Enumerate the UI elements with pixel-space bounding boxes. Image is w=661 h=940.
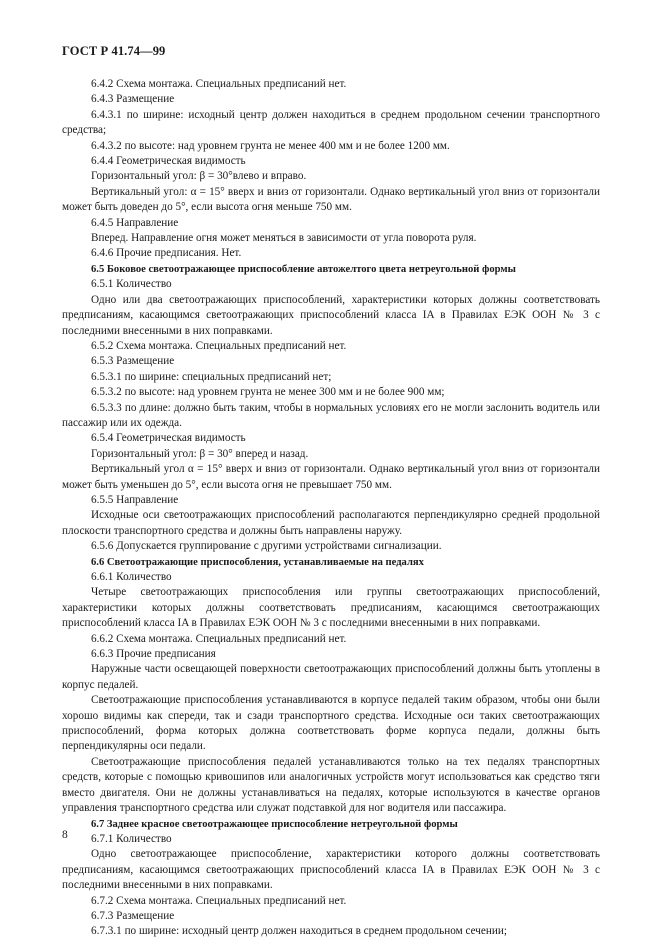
- paragraph: 6.7.2 Схема монтажа. Специальных предписаний нет.: [91, 894, 347, 907]
- paragraph: Четыре светоотражающих приспособления или группы светоотражающих приспособлений, характеристики которых должны соответствовать предписаниям, касающимся светоотражающих приспособлений класса IA в Правилах ЕЭК ООН № 3 с последними внесенными в них поправками.: [62, 586, 600, 630]
- paragraph: 6.7.3 Размещение: [91, 909, 175, 922]
- paragraph: 6.4.3 Размещение: [91, 93, 175, 106]
- paragraph: 6.5.4 Геометрическая видимость: [91, 432, 246, 445]
- paragraph: 6.5.3.1 по ширине: специальных предписаний нет;: [91, 370, 332, 383]
- paragraph: Одно светоотражающее приспособление, характеристики которого должны соответствовать предписаниям, касающимся светоотражающих приспособлений класса IA в Правилах ЕЭК ООН № 3 с последними внесенными в них поправками.: [62, 848, 600, 892]
- paragraph: 6.6.1 Количество: [91, 571, 172, 583]
- paragraph: 6.6.2 Схема монтажа. Специальных предписаний нет.: [91, 632, 347, 645]
- paragraph: 6.5.3.3 по длине: должно быть таким, чтобы в нормальных условиях его не могли заслонить водитель или пассажир или их одежда.: [62, 401, 600, 429]
- paragraph: Горизонтальный угол: β = 30° вперед и назад.: [91, 447, 309, 460]
- paragraph: 6.7.1 Количество: [91, 832, 172, 845]
- paragraph: 6.4.3.2 по высоте: над уровнем грунта не менее 400 мм и не более 1200 мм.: [91, 139, 450, 152]
- section-heading: 6.6 Светоотражающие приспособления, устанавливаемые на педалях: [91, 556, 424, 568]
- document-header: ГОСТ Р 41.74—99: [62, 44, 166, 58]
- paragraph: 6.5.5 Направление: [91, 493, 179, 506]
- paragraph: Исходные оси светоотражающих приспособлений располагаются перпендикулярно средней продольной плоскости транспортного средства и должны быть направлены наружу.: [62, 509, 600, 537]
- paragraph: Наружные части освещающей поверхности светоотражающих приспособлений должны быть утоплены в корпус педалей.: [62, 663, 600, 691]
- paragraph: Горизонтальный угол: β = 30°влево и вправо.: [91, 170, 307, 183]
- paragraph: Вертикальный угол: α = 15° вверх и вниз от горизонтали. Однако вертикальный угол вниз от горизонтали может быть доведен до 5°, если высота огня меньше 750 мм.: [62, 185, 600, 214]
- paragraph: 6.4.2 Схема монтажа. Специальных предписаний нет.: [91, 78, 347, 90]
- section-heading: 6.5 Боковое светоотражающее приспособление автожелтого цвета нетреугольной формы: [91, 263, 516, 275]
- paragraph: Одно или два светоотражающих приспособлений, характеристики которых должны соответствовать предписаниям, касающимся светоотражающих приспособлений класса IA в Правилах ЕЭК ООН № 3 с последними внесенными в них поправками.: [62, 293, 600, 337]
- paragraph: 6.4.3.1 по ширине: исходный центр должен находиться в среднем продольном сечении транспортного средства;: [62, 108, 600, 137]
- paragraph: 6.4.6 Прочие предписания. Нет.: [91, 247, 242, 260]
- document-body: [62, 77, 600, 940]
- paragraph: 6.7.3.1 по ширине: исходный центр должен находиться в среднем продольном сечении;: [91, 925, 507, 938]
- paragraph: 6.4.4 Геометрическая видимость: [91, 155, 246, 168]
- paragraph: 6.5.2 Схема монтажа. Специальных предписаний нет.: [91, 339, 347, 352]
- page-number: 8: [62, 829, 68, 841]
- section-heading: 6.7 Заднее красное светоотражающее приспособление нетреугольной формы: [91, 818, 458, 830]
- paragraph: 6.5.3 Размещение: [91, 355, 175, 368]
- paragraph: Вперед. Направление огня может меняться в зависимости от угла поворота руля.: [91, 232, 477, 245]
- paragraph: 6.5.3.2 по высоте: над уровнем грунта не менее 300 мм и не более 900 мм;: [91, 386, 445, 399]
- paragraph: Светоотражающие приспособления педалей устанавливаются только на тех педалях транспортных средств, которые с помощью кривошипов или аналогичных устройств могут использоваться как средство тяги вместо двигателя. Они не должны устанавливаться на педалях, которые используются в качестве органов управления транспортного средства или служат подставкой для ног водителя или пассажира.: [62, 755, 600, 815]
- paragraph: 6.5.1 Количество: [91, 278, 172, 291]
- paragraph: 6.5.6 Допускается группирование с другими устройствами сигнализации.: [91, 540, 442, 553]
- paragraph: 6.6.3 Прочие предписания: [91, 648, 216, 661]
- paragraph: Светоотражающие приспособления устанавливаются в корпусе педалей таким образом, чтобы они были хорошо видимы как спереди, так и сзади транспортного средства. Исходные оси таких светоотражающих приспособлений, форма которых должна соответствовать форме корпуса педали, должны быть перпендикулярны оси педали.: [62, 694, 600, 753]
- paragraph: Вертикальный угол α = 15° вверх и вниз от горизонтали. Однако вертикальный угол вниз от горизонтали может быть уменьшен до 5°, если высота огня не превышает 750 мм.: [62, 463, 600, 491]
- paragraph: 6.4.5 Направление: [91, 216, 179, 229]
